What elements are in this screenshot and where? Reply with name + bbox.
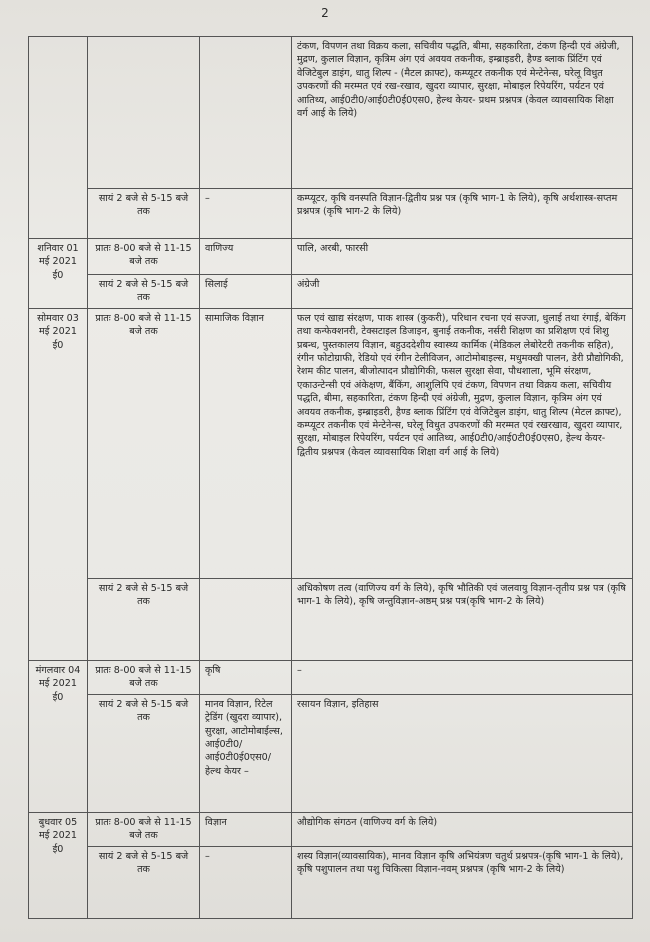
papers-cell: कम्प्यूटर, कृषि वनस्पति विज्ञान-द्वितीय प्रश्न पत्र (कृषि भाग-1 के लिये), कृषि अर्थशास्त्र-सप्तम प्रश्नपत्र (कृषि भाग-2 के लिये) [292,189,633,239]
day-cell [29,37,88,239]
time-cell [88,37,200,189]
time-cell: प्रातः 8-00 बजे से 11-15 बजे तक [88,308,200,578]
schedule-row [29,239,633,275]
subject-cell: सिलाई [200,275,292,309]
papers-cell: अंग्रेजी [292,275,633,309]
day-cell: मंगलवार 04 मई 2021 ई0 [29,660,88,812]
schedule-row [29,846,633,918]
day-cell: शनिवार 01 मई 2021 ई0 [29,239,88,309]
time-cell: प्रातः 8-00 बजे से 11-15 बजे तक [88,812,200,846]
time-cell: प्रातः 8-00 बजे से 11-15 बजे तक [88,239,200,275]
subject-cell [200,37,292,189]
papers-cell: पालि, अरबी, फारसी [292,239,633,275]
schedule-row [29,660,633,694]
schedule-row [29,37,633,189]
schedule-row [29,275,633,309]
schedule-row [29,812,633,846]
subject-cell [200,578,292,660]
time-cell: प्रातः 8-00 बजे से 11-15 बजे तक [88,660,200,694]
papers-cell: टंकण, विपणन तथा विक्रय कला, सचिवीय पद्धति, बीमा, सहकारिता, टंकण हिन्दी एवं अंग्रेजी, मुद्रण, कुलाल विज्ञान, कृत्रिम अंग एवं अवयव तकनीक, इम्ब्राइडरी, हैण्ड ब्लाक प्रिंटिंग एवं वेजिटेबुल डाइंग, धातु शिल्प - (मैटल क्राफ्ट), कम्प्यूटर तकनीक एवं मेन्टेनेन्स, घरेलू विधुत उपकरणों की मरम्मत एवं रख-रखाव, खुदरा व्यापार, सुरक्षा, मोबाइल रिपेयरिंग, पर्यटन एवं आतिथ्य, आई0टी0/आई0टी0ई0एस0, हेल्थ केयर- प्रथम प्रश्नपत्र (केवल व्यावसायिक शिक्षा वर्ग आई के लिये) [292,37,633,189]
time-cell: सायं 2 बजे से 5-15 बजे तक [88,189,200,239]
day-cell: बुधवार 05 मई 2021 ई0 [29,812,88,918]
papers-cell: रसायन विज्ञान, इतिहास [292,694,633,812]
papers-cell: शस्य विज्ञान(व्यावसायिक), मानव विज्ञान कृषि अभियंत्रण चतुर्थ प्रश्नपत्र-(कृषि भाग-1 के लिये), कृषि पशुपालन तथा पशु चिकित्सा विज्ञान-नवम् प्रश्नपत्र (कृषि भाग-2 के लिये) [292,846,633,918]
schedule-row [29,189,633,239]
time-cell: सायं 2 बजे से 5-15 बजे तक [88,846,200,918]
schedule-row [29,578,633,660]
papers-cell: अधिकोषण तत्व (वाणिज्य वर्ग के लिये), कृषि भौतिकी एवं जलवायु विज्ञान-तृतीय प्रश्न पत्र (कृषि भाग-1 के लिये), कृषि जन्तुविज्ञान-अष्ठम् प्रश्न पत्र(कृषि भाग-2 के लिये) [292,578,633,660]
subject-cell: – [200,189,292,239]
subject-cell: सामाजिक विज्ञान [200,308,292,578]
subject-cell: – [200,846,292,918]
time-cell: सायं 2 बजे से 5-15 बजे तक [88,275,200,309]
subject-cell: वाणिज्य [200,239,292,275]
subject-cell: कृषि [200,660,292,694]
time-cell: सायं 2 बजे से 5-15 बजे तक [88,694,200,812]
subject-cell: विज्ञान [200,812,292,846]
schedule-row [29,694,633,812]
page-number: 2 [321,6,329,20]
exam-schedule-table [28,36,633,919]
day-cell: सोमवार 03 मई 2021 ई0 [29,308,88,660]
time-cell: सायं 2 बजे से 5-15 बजे तक [88,578,200,660]
schedule-row [29,308,633,578]
subject-cell: मानव विज्ञान, रिटेल ट्रेडिंग (खुदरा व्यापार), सुरक्षा, आटोमोबाईल्स, आई0टी0/ आई0टी0ई0एस0/ हेल्थ केयर – [200,694,292,812]
papers-cell: फल एवं खाद्य संरक्षण, पाक शास्त्र (कुकरी), परिधान रचना एवं सज्जा, धुलाई तथा रंगाई, बेकिंग तथा कन्फेक्शनरी, टेक्सटाइल डिजाइन, बुनाई तकनीक, नर्सरी शिक्षण का प्रशिक्षण एवं शिशु प्रबन्ध, पुस्तकालय विज्ञान, बहुउददेशीय स्वास्थ्य कार्मिक (मेडिकल लेबोरेटरी तकनीक सहित), रंगीन फोटोग्राफी, रेडियो एवं रंगीन टेलीविजन, आटोमोबाइल्स, मधुमक्खी पालन, डेरी प्रौद्योगिकी, रेशम कीट पालन, बीजोत्पादन प्रौद्योगिकी, फसल सुरक्षा सेवा, पौधशाला, भूमि संरक्षण, एकाउन्टेन्सी एवं अंकेक्षण, बैंकिंग, आशुलिपि एवं टंकण, विपणन तथा विक्रय कला, सचिवीय पद्धति, बीमा, सहकारिता, टंकण हिन्दी एवं अंग्रेजी, मुद्रण, कुलाल विज्ञान, कृत्रिम अंग एवं अवयव तकनीक, इम्ब्राइडरी, हैण्ड ब्लाक प्रिंटिंग एवं वेजिटेबुल डाइंग, धातु शिल्प (मेटल क्राफ्ट), कम्प्यूटर तकनीक एवं मेन्टेनेन्स, घरेलू विधुत उपकरणों की मरम्मत एवं रखरखाव, खुदरा व्यापार, सुरक्षा, मोबाइल रिपेयरिंग, पर्यटन एवं आतिथ्य, आई0टी0/आई0टी0ई0एस0, हेल्थ केयर- द्वितीय प्रश्नपत्र (केवल व्यावसायिक शिक्षा वर्ग आई के लिये) [292,308,633,578]
papers-cell: – [292,660,633,694]
papers-cell: औद्योगिक संगठन (वाणिज्य वर्ग के लिये) [292,812,633,846]
